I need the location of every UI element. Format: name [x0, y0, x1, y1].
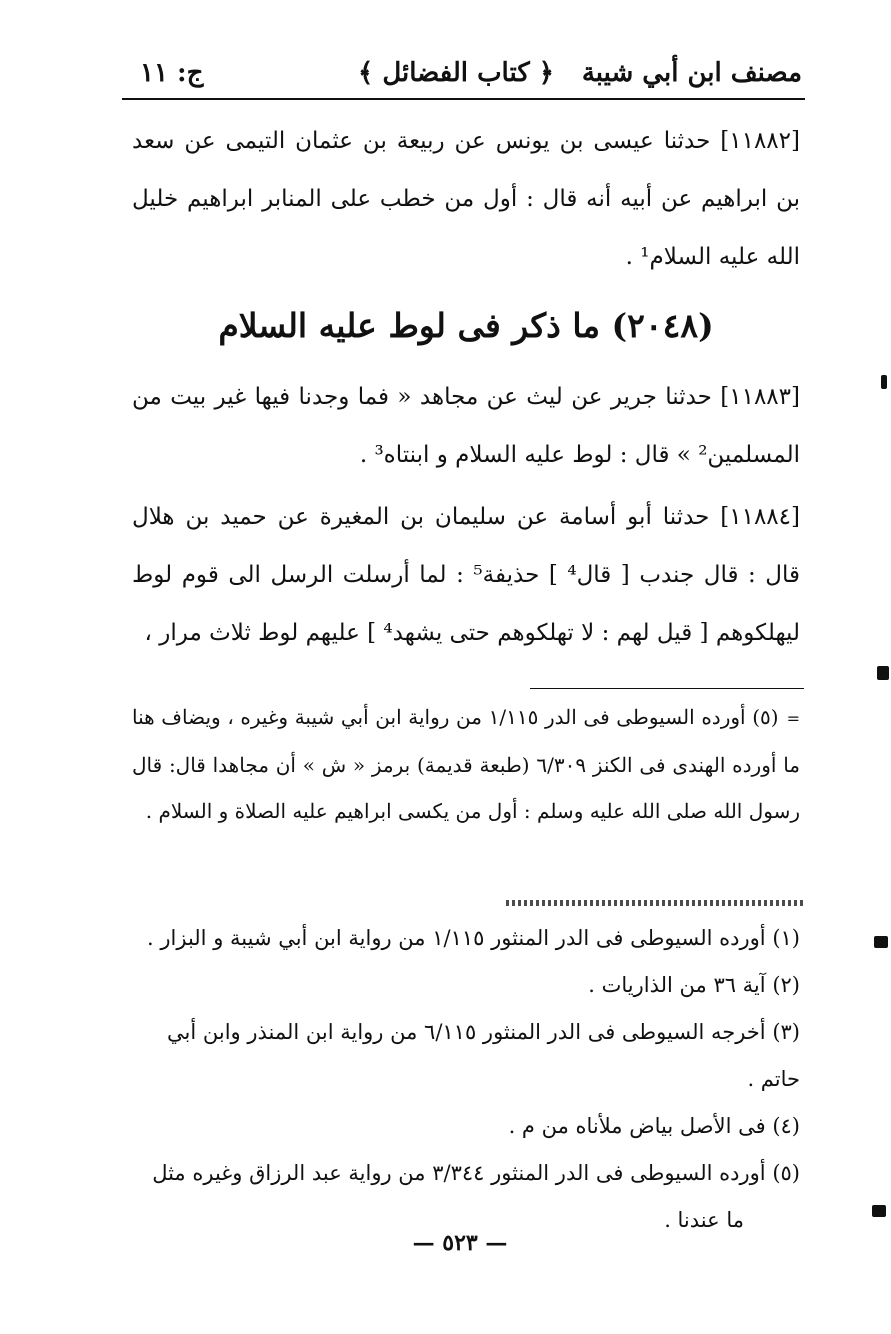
- main-text: [132, 112, 800, 666]
- continued-footnote-text: (٥) أورده السيوطى فى الدر ١/١١٥ من رواية ابن أبي شيبة وغيره ، ويضاف هنا ما أورده الهندى فى الكنز ٦/٣٠٩ (طبعة قديمة) برمز « ش » أن مجاهدا قال: قال رسول الله صلى الله عليه وسلم : أول من يكسى ابراهيم عليه الصلاة و السلام .: [132, 705, 800, 823]
- footnote-continuation: ما عندنا .: [664, 1208, 744, 1232]
- page-header: [122, 50, 802, 100]
- book-title: مصنف ابن أبي شيبة: [581, 58, 802, 88]
- page-number: — ٥٢٣ —: [412, 1230, 508, 1256]
- footnote-text: أورده السيوطى فى الدر المنثور ٣/٣٤٤ من رواية عبد الرزاق وغيره مثل: [152, 1161, 766, 1185]
- footnotes: [132, 915, 800, 1244]
- footnote-3: [132, 1009, 800, 1103]
- scan-speck: [877, 666, 889, 680]
- footnote-2: [132, 962, 800, 1009]
- footnote-text: فى الأصل بياض ملأناه من م .: [508, 1114, 766, 1138]
- footnote-number: (٥): [772, 1161, 800, 1185]
- footnote-number: (٤): [772, 1114, 800, 1138]
- hadith-11882: [١١٨٨٢] حدثنا عيسى بن يونس عن ربيعة بن عثمان التيمى عن سعد بن ابراهيم عن أبيه أنه قال : أول من خطب على المنابر ابراهيم خليل الله عليه السلام¹ .: [132, 128, 800, 270]
- hadith-11884: [١١٨٨٤] حدثنا أبو أسامة عن سليمان بن المغيرة عن حميد بن هلال قال : قال جندب [ قال⁴ ] حذيفة⁵ : لما أرسلت الرسل الى قوم لوط ليهلكوهم [ قيل لهم : لا تهلكوهم حتى يشهد⁴ ] عليهم لوط ثلاث مرار ،: [132, 504, 800, 646]
- footnote-text: آية ٣٦ من الذاريات .: [588, 973, 766, 997]
- continuation-mark: =: [786, 709, 800, 728]
- volume-number: ج: ١١: [140, 58, 204, 88]
- chapter-heading: (٢٠٤٨) ما ذكر فى لوط عليه السلام: [218, 306, 714, 345]
- footnote-text: أخرجه السيوطى فى الدر المنثور ٦/١١٥ من رواية ابن المنذر وابن أبي حاتم .: [167, 1020, 800, 1091]
- footnote-text: أورده السيوطى فى الدر المنثور ١/١١٥ من رواية ابن أبي شيبة و البزار .: [147, 926, 766, 950]
- section-title: ﴿ كتاب الفضائل ﴾: [358, 58, 554, 88]
- hadith-11883: [١١٨٨٣] حدثنا جرير عن ليث عن مجاهد « فما وجدنا فيها غير بيت من المسلمين² » قال : لوط عليه السلام و ابنتاه³ .: [132, 384, 800, 468]
- footnote-number: (١): [772, 926, 800, 950]
- footnote-number: (٣): [772, 1020, 800, 1044]
- footnote-separator: [530, 688, 804, 689]
- header-rule: [122, 98, 805, 100]
- footnote-1: [132, 915, 800, 962]
- scan-speck: [872, 1205, 886, 1217]
- scan-speck: [881, 375, 887, 389]
- footnote-number: (٢): [772, 973, 800, 997]
- wavy-separator: [506, 900, 806, 906]
- scan-speck: [874, 936, 888, 948]
- footnote-4: [132, 1103, 800, 1150]
- continued-footnote: [132, 694, 800, 834]
